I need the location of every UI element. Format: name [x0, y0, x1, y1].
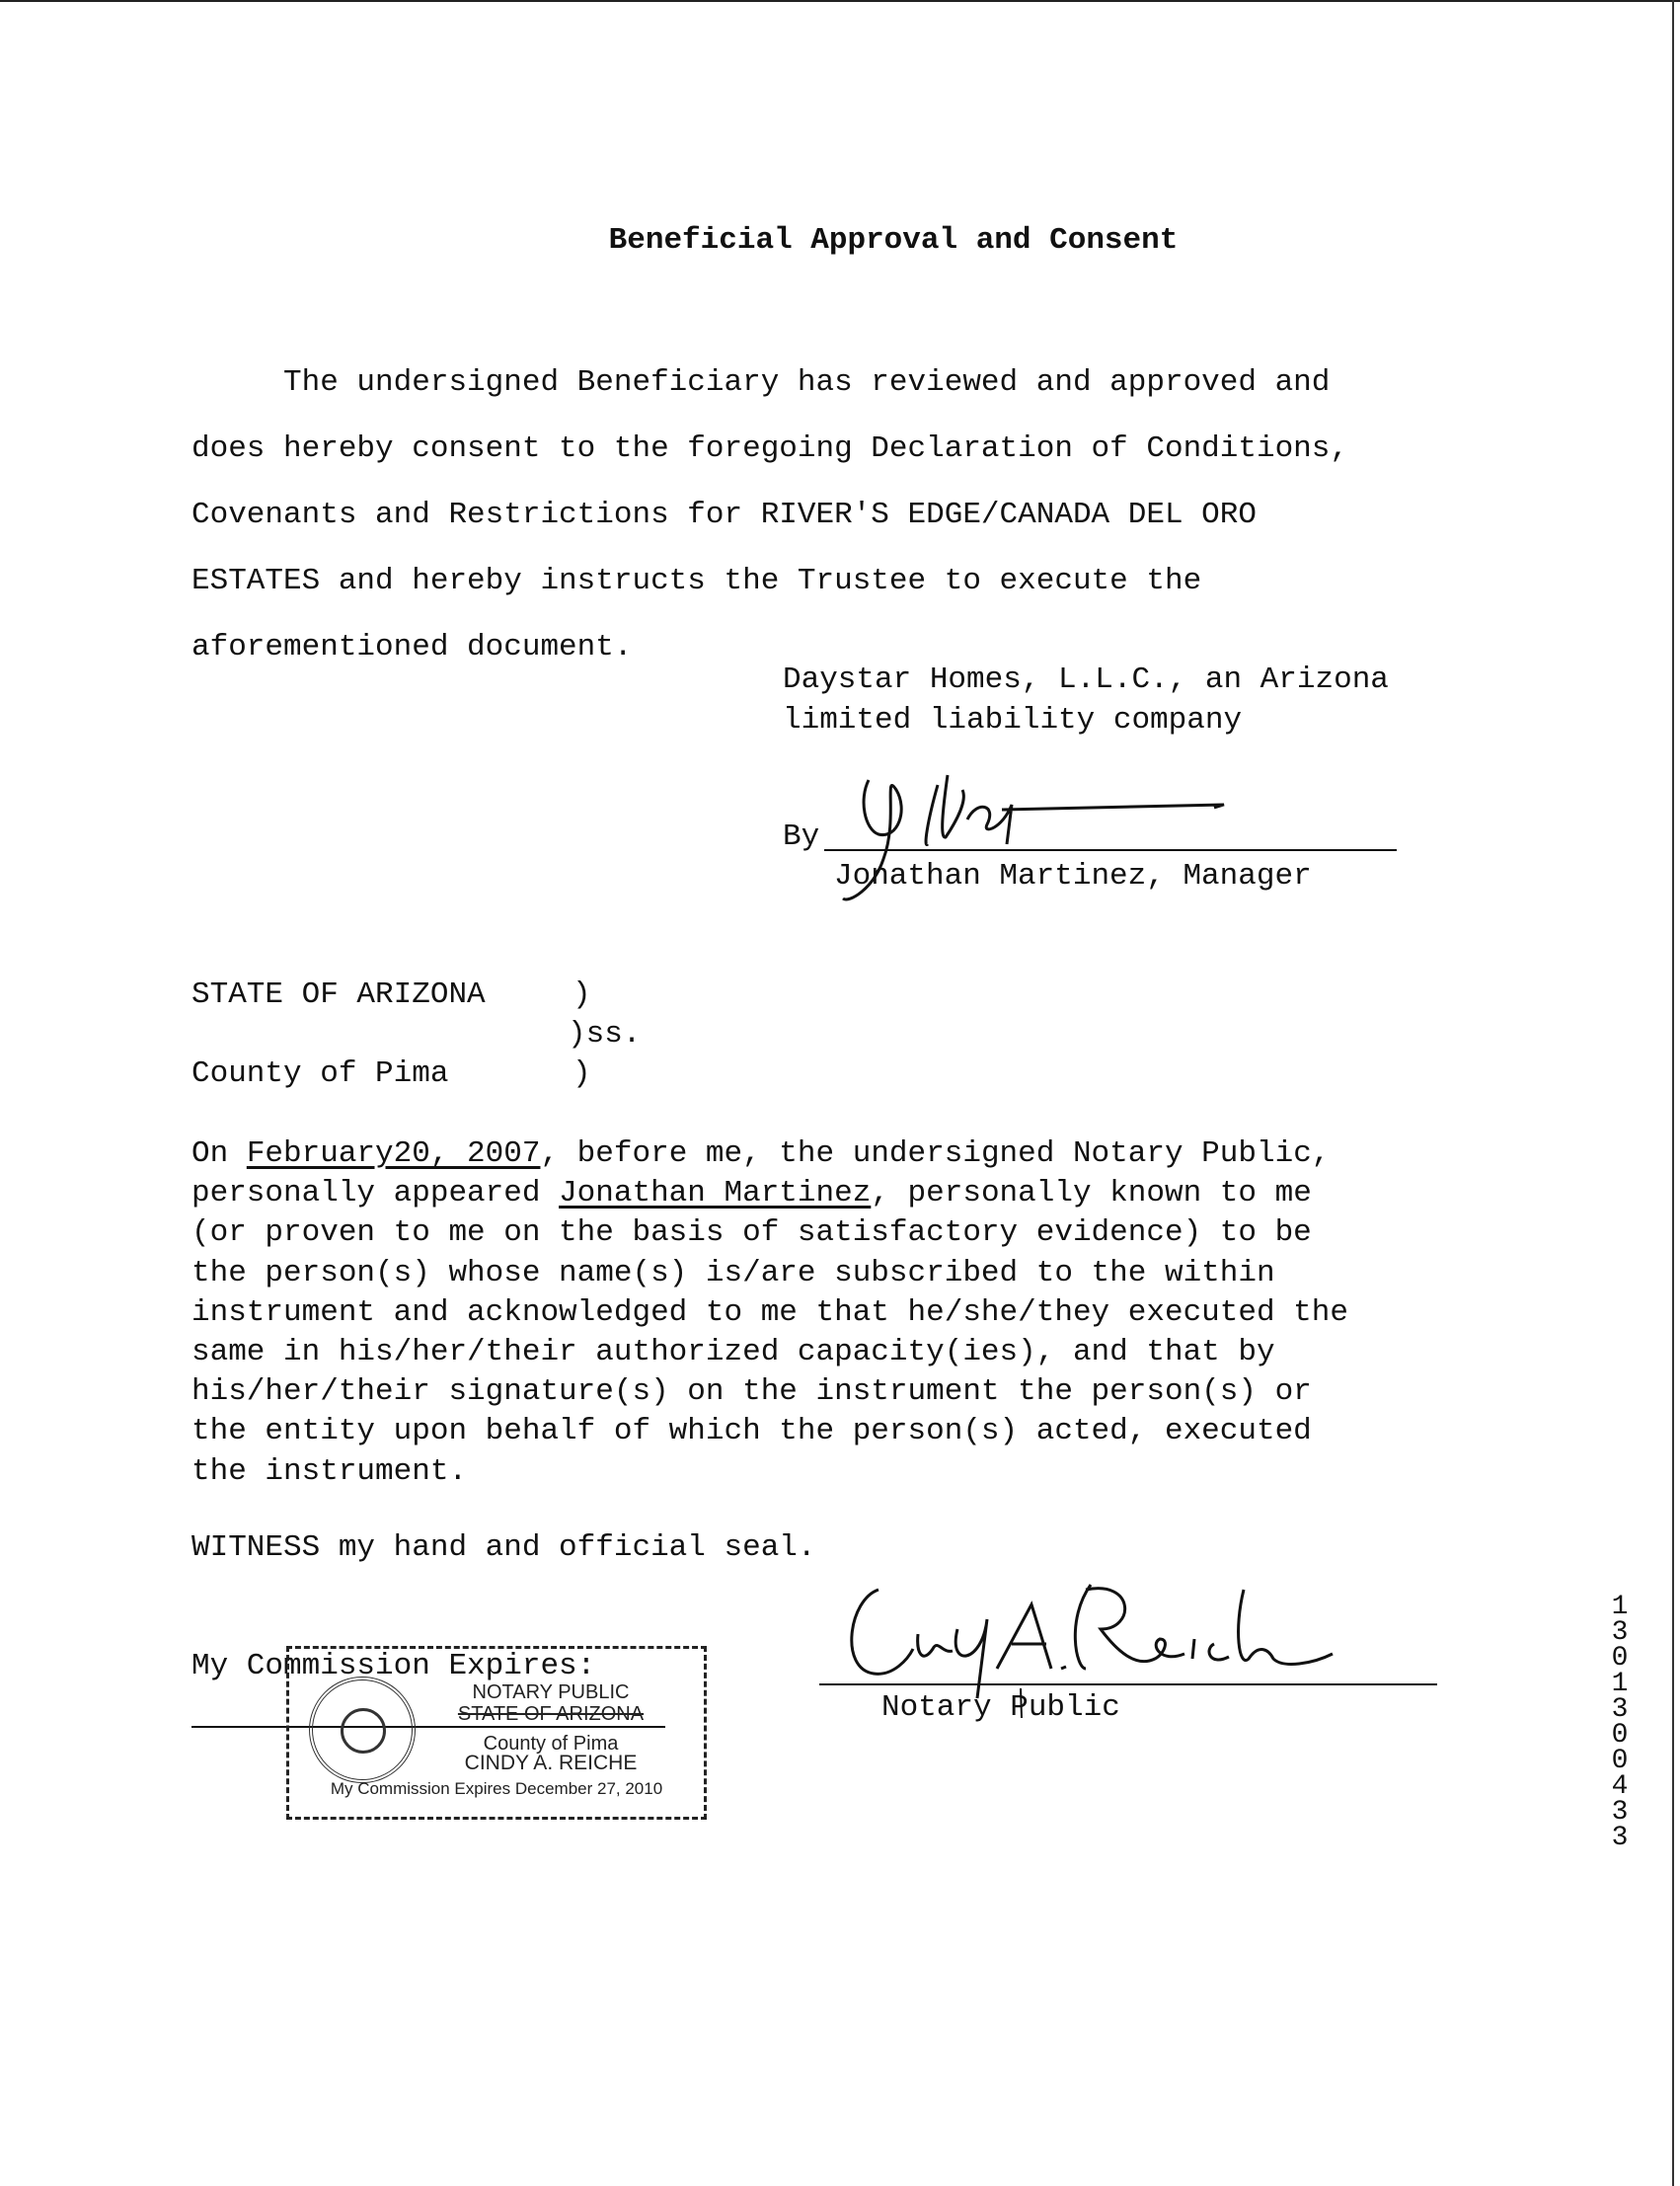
- paragraph-line: Covenants and Restrictions for RIVER'S EDGE/CANADA DEL ORO: [191, 498, 1257, 532]
- ack-after-date: , before me, the undersigned Notary Public,: [540, 1136, 1331, 1171]
- ack-line: the entity upon behalf of which the person(s) acted, executed: [191, 1414, 1312, 1449]
- document-number: 13013 00433: [1611, 1592, 1629, 1853]
- paragraph-line: does hereby consent to the foregoing Declaration of Conditions,: [191, 431, 1348, 466]
- commission-label: My Commission Expires:: [191, 1649, 596, 1683]
- company-name: Daystar Homes, L.L.C., an Arizona: [783, 663, 1389, 697]
- acknowledgment-paragraph: [191, 1134, 1348, 1492]
- notary-signature-line: [819, 1683, 1437, 1685]
- venue-ss: )ss.: [568, 1017, 642, 1052]
- document-title: Beneficial Approval and Consent: [608, 223, 1179, 258]
- notary-stamp: [286, 1646, 707, 1820]
- consent-paragraph: [191, 350, 1465, 680]
- ack-line: the instrument.: [191, 1453, 468, 1489]
- stamp-line: County of Pima: [483, 1733, 619, 1755]
- ack-date: February20, 2007: [246, 1136, 541, 1171]
- paragraph-line: The undersigned Beneficiary has reviewed and approved and: [191, 365, 1331, 400]
- notary-public-label: Notary Public: [881, 1690, 1120, 1725]
- stamp-line: STATE OF ARIZONA: [457, 1703, 645, 1725]
- ack-appeared: personally appeared: [191, 1176, 560, 1211]
- ack-line: the person(s) whose name(s) is/are subscribed to the within: [191, 1255, 1275, 1290]
- venue-paren: ): [573, 977, 591, 1012]
- ack-line: (or proven to me on the basis of satisfactory evidence) to be: [191, 1215, 1312, 1251]
- signer-name: Jonathan Martinez, Manager: [834, 859, 1312, 894]
- ack-line: same in his/her/their authorized capacity(ies), and that by: [191, 1335, 1275, 1370]
- ack-after-name: , personally known to me: [871, 1176, 1312, 1211]
- stamp-line: CINDY A. REICHE: [464, 1752, 638, 1774]
- witness-statement: WITNESS my hand and official seal.: [191, 1530, 816, 1565]
- ack-line: his/her/their signature(s) on the instrument the person(s) or: [191, 1374, 1312, 1410]
- ack-on: On: [191, 1136, 247, 1171]
- stamp-line: My Commission Expires December 27, 2010: [330, 1779, 663, 1798]
- venue-paren: ): [573, 1056, 591, 1091]
- venue-state: STATE OF ARIZONA: [191, 977, 486, 1012]
- stamp-line: NOTARY PUBLIC: [472, 1681, 630, 1703]
- by-label: By: [783, 820, 820, 854]
- paragraph-line: aforementioned document.: [191, 630, 633, 664]
- page-edge: [1672, 0, 1674, 2186]
- page-border: [0, 0, 1680, 2]
- arizona-seal-icon: [309, 1677, 416, 1783]
- paragraph-line: ESTATES and hereby instructs the Trustee to execute the: [191, 564, 1202, 598]
- ack-name: Jonathan Martinez: [559, 1176, 872, 1211]
- company-block: [783, 660, 1389, 741]
- company-type: limited liability company: [783, 703, 1243, 738]
- ack-line: instrument and acknowledged to me that he/she/they executed the: [191, 1294, 1348, 1330]
- venue-county: County of Pima: [191, 1056, 449, 1091]
